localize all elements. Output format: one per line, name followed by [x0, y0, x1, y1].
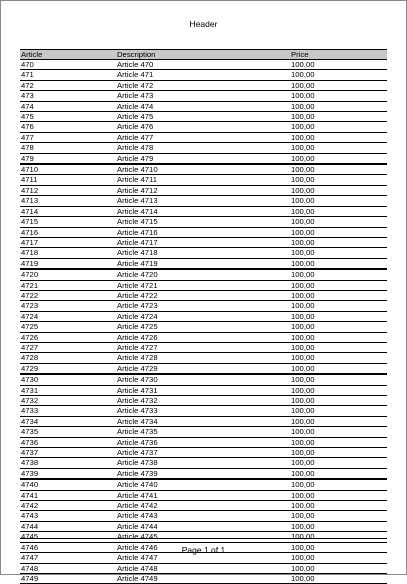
cell-price: 100,00 — [290, 458, 387, 468]
table-row — [20, 479, 387, 490]
table-row — [20, 301, 387, 311]
cell-description: Article 4726 — [116, 332, 290, 342]
table-header-row — [20, 50, 387, 60]
cell-article: 4747 — [20, 553, 116, 563]
cell-article: 4743 — [20, 511, 116, 521]
table-row — [20, 385, 387, 395]
cell-description: Article 479 — [116, 153, 290, 164]
cell-article: 4740 — [20, 479, 116, 490]
cell-description: Article 4737 — [116, 448, 290, 458]
cell-price: 100,00 — [290, 301, 387, 311]
cell-price: 100,00 — [290, 217, 387, 227]
cell-price: 100,00 — [290, 385, 387, 395]
table-row — [20, 237, 387, 247]
table-row — [20, 563, 387, 573]
cell-price: 100,00 — [290, 153, 387, 164]
cell-description: Article 4724 — [116, 311, 290, 321]
table-row — [20, 269, 387, 280]
cell-price: 100,00 — [290, 269, 387, 280]
table-row — [20, 468, 387, 479]
cell-description: Article 4735 — [116, 427, 290, 437]
cell-description: Article 4711 — [116, 175, 290, 185]
cell-description: Article 4730 — [116, 374, 290, 385]
cell-article: 470 — [20, 60, 116, 70]
column-header-price: Price — [290, 50, 387, 60]
table-row — [20, 501, 387, 511]
cell-description: Article 473 — [116, 91, 290, 101]
cell-price: 100,00 — [290, 396, 387, 406]
cell-price: 100,00 — [290, 185, 387, 195]
cell-price: 100,00 — [290, 332, 387, 342]
cell-price: 100,00 — [290, 290, 387, 300]
cell-price: 100,00 — [290, 80, 387, 90]
cell-price: 100,00 — [290, 490, 387, 500]
table-row — [20, 396, 387, 406]
table-row — [20, 60, 387, 70]
table-row — [20, 185, 387, 195]
table-row — [20, 112, 387, 122]
cell-description: Article 4729 — [116, 363, 290, 374]
cell-description: Article 4718 — [116, 248, 290, 258]
cell-price: 100,00 — [290, 416, 387, 426]
cell-price: 100,00 — [290, 280, 387, 290]
cell-price: 100,00 — [290, 237, 387, 247]
cell-article: 4724 — [20, 311, 116, 321]
cell-price: 100,00 — [290, 101, 387, 111]
cell-price: 100,00 — [290, 511, 387, 521]
cell-price: 100,00 — [290, 70, 387, 80]
table-row — [20, 406, 387, 416]
table-row — [20, 363, 387, 374]
cell-description: Article 4736 — [116, 437, 290, 447]
cell-description: Article 4745 — [116, 532, 290, 542]
cell-price: 100,00 — [290, 363, 387, 374]
cell-description: Article 474 — [116, 101, 290, 111]
cell-article: 4749 — [20, 573, 116, 583]
cell-article: 477 — [20, 132, 116, 142]
table-row — [20, 206, 387, 216]
cell-description: Article 4731 — [116, 385, 290, 395]
cell-description: Article 4715 — [116, 217, 290, 227]
table-row — [20, 458, 387, 468]
cell-description: Article 4739 — [116, 468, 290, 479]
cell-description: Article 475 — [116, 112, 290, 122]
cell-price: 100,00 — [290, 563, 387, 573]
cell-article: 4736 — [20, 437, 116, 447]
table-body — [20, 60, 387, 584]
cell-price: 100,00 — [290, 132, 387, 142]
cell-article: 4738 — [20, 458, 116, 468]
table-row — [20, 448, 387, 458]
cell-article: 4732 — [20, 396, 116, 406]
cell-description: Article 4719 — [116, 258, 290, 269]
table-row — [20, 164, 387, 175]
cell-description: Article 4713 — [116, 196, 290, 206]
cell-price: 100,00 — [290, 91, 387, 101]
table-row — [20, 511, 387, 521]
cell-article: 4737 — [20, 448, 116, 458]
cell-description: Article 4722 — [116, 290, 290, 300]
cell-article: 4728 — [20, 353, 116, 363]
cell-article: 4735 — [20, 427, 116, 437]
cell-description: Article 477 — [116, 132, 290, 142]
cell-article: 4744 — [20, 521, 116, 531]
cell-description: Article 4732 — [116, 396, 290, 406]
cell-article: 4741 — [20, 490, 116, 500]
cell-description: Article 4723 — [116, 301, 290, 311]
table-row — [20, 196, 387, 206]
table-row — [20, 153, 387, 164]
table-row — [20, 132, 387, 142]
table-row — [20, 175, 387, 185]
cell-article: 4726 — [20, 332, 116, 342]
cell-description: Article 4727 — [116, 342, 290, 352]
footer-divider — [20, 538, 387, 539]
cell-price: 100,00 — [290, 573, 387, 583]
cell-price: 100,00 — [290, 175, 387, 185]
page-number: Page 1 of 1 — [181, 545, 226, 555]
cell-price: 100,00 — [290, 374, 387, 385]
cell-description: Article 4717 — [116, 237, 290, 247]
column-header-article: Article — [20, 50, 116, 60]
cell-price: 100,00 — [290, 468, 387, 479]
cell-price: 100,00 — [290, 437, 387, 447]
cell-article: 4720 — [20, 269, 116, 280]
cell-description: Article 4721 — [116, 280, 290, 290]
table-row — [20, 101, 387, 111]
table-row — [20, 91, 387, 101]
table-row — [20, 342, 387, 352]
cell-article: 478 — [20, 143, 116, 153]
cell-description: Article 4742 — [116, 501, 290, 511]
cell-article: 4714 — [20, 206, 116, 216]
cell-article: 475 — [20, 112, 116, 122]
cell-description: Article 471 — [116, 70, 290, 80]
cell-article: 4745 — [20, 532, 116, 542]
cell-description: Article 4747 — [116, 553, 290, 563]
table-row — [20, 70, 387, 80]
cell-description: Article 4716 — [116, 227, 290, 237]
cell-description: Article 4744 — [116, 521, 290, 531]
cell-description: Article 4728 — [116, 353, 290, 363]
cell-article: 472 — [20, 80, 116, 90]
cell-price: 100,00 — [290, 479, 387, 490]
cell-price: 100,00 — [290, 143, 387, 153]
cell-price: 100,00 — [290, 406, 387, 416]
cell-article: 4734 — [20, 416, 116, 426]
cell-article: 4746 — [20, 542, 116, 552]
table-row — [20, 332, 387, 342]
cell-description: Article 476 — [116, 122, 290, 132]
cell-article: 4731 — [20, 385, 116, 395]
cell-description: Article 472 — [116, 80, 290, 90]
cell-price: 100,00 — [290, 248, 387, 258]
cell-article: 4715 — [20, 217, 116, 227]
cell-price: 100,00 — [290, 112, 387, 122]
cell-description: Article 470 — [116, 60, 290, 70]
cell-price: 100,00 — [290, 542, 387, 552]
cell-price: 100,00 — [290, 196, 387, 206]
cell-article: 4729 — [20, 363, 116, 374]
cell-price: 100,00 — [290, 532, 387, 542]
cell-description: Article 4712 — [116, 185, 290, 195]
table-row — [20, 258, 387, 269]
cell-article: 4730 — [20, 374, 116, 385]
table-row — [20, 322, 387, 332]
cell-description: Article 4710 — [116, 164, 290, 175]
table-row — [20, 521, 387, 531]
cell-price: 100,00 — [290, 206, 387, 216]
cell-article: 4719 — [20, 258, 116, 269]
cell-description: Article 478 — [116, 143, 290, 153]
table-row — [20, 427, 387, 437]
table-row — [20, 290, 387, 300]
table-row — [20, 490, 387, 500]
table-row — [20, 143, 387, 153]
cell-price: 100,00 — [290, 553, 387, 563]
cell-price: 100,00 — [290, 521, 387, 531]
cell-article: 4722 — [20, 290, 116, 300]
table-row — [20, 353, 387, 363]
table-row — [20, 280, 387, 290]
cell-description: Article 4738 — [116, 458, 290, 468]
cell-price: 100,00 — [290, 122, 387, 132]
cell-article: 4717 — [20, 237, 116, 247]
table-row — [20, 311, 387, 321]
cell-price: 100,00 — [290, 60, 387, 70]
cell-article: 473 — [20, 91, 116, 101]
table-row — [20, 374, 387, 385]
cell-price: 100,00 — [290, 501, 387, 511]
cell-price: 100,00 — [290, 164, 387, 175]
cell-description: Article 4749 — [116, 573, 290, 583]
cell-article: 4725 — [20, 322, 116, 332]
page-header: Header — [189, 19, 218, 29]
table-row — [20, 80, 387, 90]
table-row — [20, 217, 387, 227]
cell-description: Article 4740 — [116, 479, 290, 490]
cell-description: Article 4734 — [116, 416, 290, 426]
table-row — [20, 437, 387, 447]
cell-description: Article 4748 — [116, 563, 290, 573]
cell-article: 479 — [20, 153, 116, 164]
cell-article: 4711 — [20, 175, 116, 185]
cell-description: Article 4720 — [116, 269, 290, 280]
cell-article: 4718 — [20, 248, 116, 258]
cell-article: 4748 — [20, 563, 116, 573]
cell-price: 100,00 — [290, 311, 387, 321]
cell-article: 474 — [20, 101, 116, 111]
cell-price: 100,00 — [290, 342, 387, 352]
table-row — [20, 227, 387, 237]
cell-article: 4716 — [20, 227, 116, 237]
cell-article: 4710 — [20, 164, 116, 175]
cell-article: 4721 — [20, 280, 116, 290]
column-header-description: Description — [116, 50, 290, 60]
cell-article: 476 — [20, 122, 116, 132]
cell-price: 100,00 — [290, 353, 387, 363]
cell-description: Article 4714 — [116, 206, 290, 216]
cell-price: 100,00 — [290, 448, 387, 458]
cell-article: 4712 — [20, 185, 116, 195]
cell-article: 4723 — [20, 301, 116, 311]
table-row — [20, 122, 387, 132]
table-row — [20, 248, 387, 258]
articles-table — [20, 49, 387, 584]
cell-description: Article 4741 — [116, 490, 290, 500]
cell-article: 4727 — [20, 342, 116, 352]
cell-description: Article 4743 — [116, 511, 290, 521]
cell-description: Article 4725 — [116, 322, 290, 332]
cell-price: 100,00 — [290, 258, 387, 269]
table-row — [20, 416, 387, 426]
cell-article: 4733 — [20, 406, 116, 416]
cell-article: 4713 — [20, 196, 116, 206]
cell-price: 100,00 — [290, 227, 387, 237]
cell-price: 100,00 — [290, 427, 387, 437]
cell-description: Article 4733 — [116, 406, 290, 416]
table-row — [20, 532, 387, 542]
cell-article: 471 — [20, 70, 116, 80]
cell-article: 4739 — [20, 468, 116, 479]
cell-price: 100,00 — [290, 322, 387, 332]
cell-article: 4742 — [20, 501, 116, 511]
cell-description: Article 4746 — [116, 542, 290, 552]
